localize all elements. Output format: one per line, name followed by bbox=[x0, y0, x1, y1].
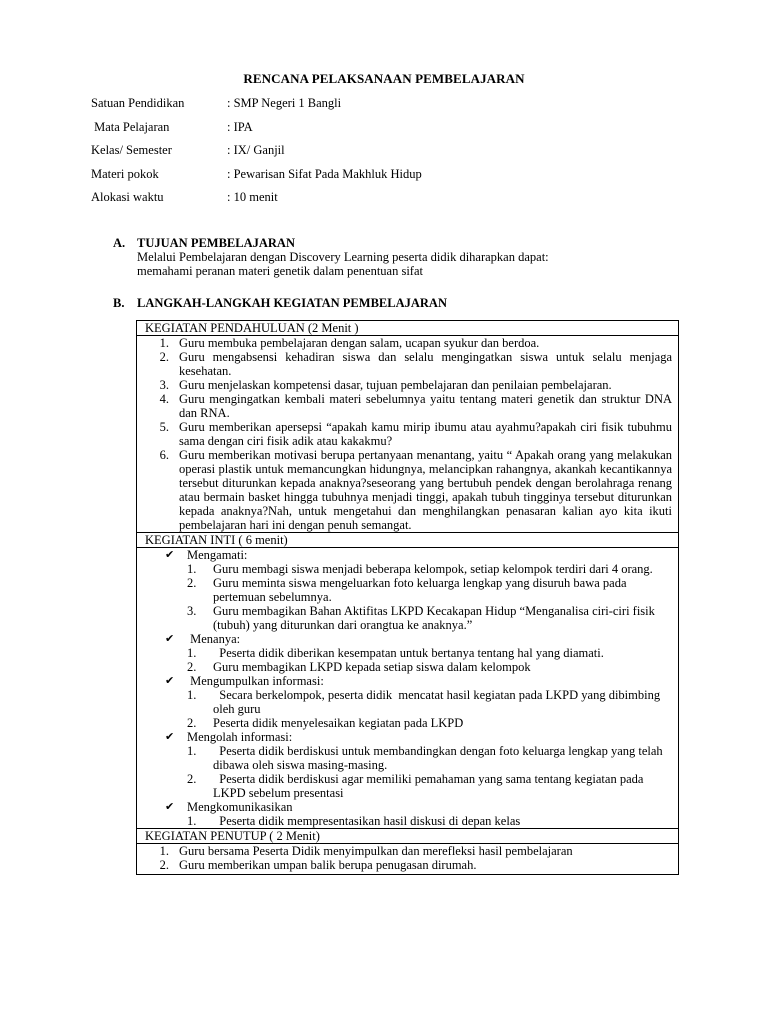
identity-block bbox=[91, 96, 422, 214]
item-number: 1. bbox=[187, 814, 197, 828]
step-heading bbox=[165, 632, 672, 646]
list-item bbox=[187, 772, 672, 800]
item-text: Guru meminta siswa mengeluarkan foto keluarga lengkap yang disuruh bawa pada pertemuan sebelumnya. bbox=[213, 576, 627, 604]
item-text: Peserta didik menyelesaikan kegiatan pada LKPD bbox=[213, 716, 464, 730]
item-text: Peserta didik berdiskusi untuk membandingkan dengan foto keluarga lengkap yang telah dibawa oleh siswa masing-masing. bbox=[213, 744, 666, 772]
step-title: Menanya: bbox=[187, 632, 241, 646]
checkmark-icon: ✔ bbox=[165, 674, 175, 687]
section-letter: A. bbox=[113, 236, 126, 250]
info-label: Kelas/ Semester bbox=[91, 143, 172, 157]
item-number: 1. bbox=[187, 562, 197, 576]
table-header-pendahuluan: KEGIATAN PENDAHULUAN (2 Menit ) bbox=[137, 321, 679, 336]
step-heading bbox=[165, 730, 672, 744]
checkmark-icon: ✔ bbox=[165, 632, 175, 645]
table-cell-inti bbox=[137, 548, 679, 829]
section-title: TUJUAN PEMBELAJARAN bbox=[137, 236, 295, 250]
list-item bbox=[145, 858, 672, 872]
info-value: : 10 menit bbox=[227, 190, 278, 204]
item-number: 1. bbox=[187, 646, 197, 660]
item-number: 2. bbox=[187, 716, 197, 730]
item-text: Guru membagikan LKPD kepada setiap siswa dalam kelompok bbox=[213, 660, 531, 674]
table-cell-penutup bbox=[137, 844, 679, 875]
table-header-inti: KEGIATAN INTI ( 6 menit) bbox=[137, 533, 679, 548]
item-text: Guru membagi siswa menjadi beberapa kelompok, setiap kelompok terdiri dari 4 orang. bbox=[213, 562, 653, 576]
info-label: Mata Pelajaran bbox=[91, 119, 170, 134]
info-value: : IPA bbox=[227, 119, 253, 134]
step-heading bbox=[165, 800, 672, 814]
info-row bbox=[91, 143, 422, 167]
item-text: Peserta didik diberikan kesempatan untuk bertanya tentang hal yang diamati. bbox=[213, 646, 604, 660]
step-title: Mengolah informasi: bbox=[187, 730, 293, 744]
step-title: Mengkomunikasikan bbox=[187, 800, 293, 814]
list-item bbox=[145, 420, 672, 448]
info-row bbox=[91, 167, 422, 191]
step-title: Mengumpulkan informasi: bbox=[187, 674, 324, 688]
info-row bbox=[91, 190, 422, 214]
list-item bbox=[145, 448, 672, 532]
section-title: LANGKAH-LANGKAH KEGIATAN PEMBELAJARAN bbox=[137, 296, 447, 310]
section-tujuan bbox=[113, 236, 653, 278]
table-header-penutup: KEGIATAN PENUTUP ( 2 Menit) bbox=[137, 829, 679, 844]
item-text: Guru membuka pembelajaran dengan salam, ucapan syukur dan berdoa. bbox=[179, 336, 540, 350]
item-text: Guru mengingatkan kembali materi sebelumnya yaitu tentang materi genetik dan struktur DNA dan RNA. bbox=[179, 392, 672, 420]
list-item bbox=[145, 392, 672, 420]
info-value: : IX/ Ganjil bbox=[227, 143, 285, 157]
item-text: Secara berkelompok, peserta didik mencatat hasil kegiatan pada LKPD yang dibimbing oleh guru bbox=[213, 688, 664, 716]
section-heading bbox=[113, 296, 447, 310]
step-heading bbox=[165, 674, 672, 688]
list-item bbox=[145, 378, 672, 392]
item-number: 1. bbox=[187, 744, 197, 758]
list-item bbox=[145, 336, 672, 350]
item-text: Guru memberikan umpan balik berupa penugasan dirumah. bbox=[179, 858, 477, 872]
list-item bbox=[145, 350, 672, 378]
section-heading bbox=[113, 236, 653, 250]
checkmark-icon: ✔ bbox=[165, 730, 175, 743]
item-text: Peserta didik mempresentasikan hasil diskusi di depan kelas bbox=[213, 814, 521, 828]
item-text: Peserta didik berdiskusi agar memiliki pemahaman yang sama tentang kegiatan pada LKPD sebelum presentasi bbox=[213, 772, 647, 800]
info-row bbox=[91, 96, 422, 120]
step-heading bbox=[165, 548, 672, 562]
table-cell-pendahuluan bbox=[137, 336, 679, 533]
list-item bbox=[145, 844, 672, 858]
info-value: : SMP Negeri 1 Bangli bbox=[227, 96, 342, 110]
item-number: 5. bbox=[159, 420, 169, 434]
section-text: memahami peranan materi genetik dalam penentuan sifat bbox=[137, 264, 423, 278]
item-text: Guru mengabsensi kehadiran siswa dan selalu mengingatkan siswa untuk selalu menjaga kesehatan. bbox=[179, 350, 672, 378]
item-text: Guru bersama Peserta Didik menyimpulkan dan merefleksi hasil pembelajaran bbox=[179, 844, 573, 858]
list-item bbox=[187, 814, 672, 828]
item-number: 1. bbox=[159, 336, 169, 350]
item-number: 2. bbox=[187, 772, 197, 786]
item-text: Guru menjelaskan kompetensi dasar, tujuan pembelajaran dan penilaian pembelajaran. bbox=[179, 378, 612, 392]
step-title: Mengamati: bbox=[187, 548, 248, 562]
list-item bbox=[187, 646, 672, 660]
item-number: 2. bbox=[159, 858, 169, 872]
activity-table bbox=[136, 320, 679, 875]
list-item bbox=[187, 716, 672, 730]
list-item bbox=[187, 562, 672, 576]
checkmark-icon: ✔ bbox=[165, 548, 175, 561]
item-number: 2. bbox=[159, 350, 169, 364]
info-label: Satuan Pendidikan bbox=[91, 96, 185, 110]
list-item bbox=[187, 576, 672, 604]
info-row bbox=[91, 120, 422, 144]
item-number: 3. bbox=[187, 604, 197, 618]
item-number: 3. bbox=[159, 378, 169, 392]
document-title: RENCANA PELAKSANAAN PEMBELAJARAN bbox=[243, 71, 525, 86]
item-number: 2. bbox=[187, 660, 197, 674]
item-number: 1. bbox=[187, 688, 197, 702]
item-number: 4. bbox=[159, 392, 169, 406]
item-text: Guru membagikan Bahan Aktifitas LKPD Kecakapan Hidup “Menganalisa ciri-ciri fisik (tubuh) yang diturunkan dari orangtua ke anaknya.” bbox=[213, 604, 655, 632]
item-text: Guru memberikan motivasi berupa pertanyaan menantang, yaitu “ Apakah orang yang melakukan operasi plastik untuk memancungkan hidungnya, melancipkan rahangnya, akankah kecantikannya tersebut diturunkan kepada anaknya?seseorang yang bertubuh pendek dengan berolahraga renang atau bermain basket hingga tubuhnya menjadi tinggi, apakah tubuh tingginya tersebut diturunkan kepada anaknya?Nah, untuk mengetahui dan menghilangkan penasaran kalian ayo kita ikuti pembelajaran hari ini dengan penuh semangat. bbox=[179, 448, 672, 532]
list-item bbox=[187, 660, 672, 674]
item-number: 2. bbox=[187, 576, 197, 590]
info-label: Materi pokok bbox=[91, 166, 159, 181]
list-item bbox=[187, 688, 672, 716]
section-langkah bbox=[113, 296, 447, 310]
section-text: Melalui Pembelajaran dengan Discovery Learning peserta didik diharapkan dapat: bbox=[137, 250, 549, 264]
item-number: 6. bbox=[159, 448, 169, 462]
list-item bbox=[187, 604, 672, 632]
item-text: Guru memberikan apersepsi “apakah kamu mirip ibumu atau ayahmu?apakah ciri fisik tubuhmu sama dengan ciri fisik adik atau kakakmu? bbox=[179, 420, 672, 448]
item-number: 1. bbox=[159, 844, 169, 858]
checkmark-icon: ✔ bbox=[165, 800, 175, 813]
section-letter: B. bbox=[113, 296, 125, 310]
list-item bbox=[187, 744, 672, 772]
info-value: : Pewarisan Sifat Pada Makhluk Hidup bbox=[227, 166, 422, 181]
info-label: Alokasi waktu bbox=[91, 190, 164, 204]
